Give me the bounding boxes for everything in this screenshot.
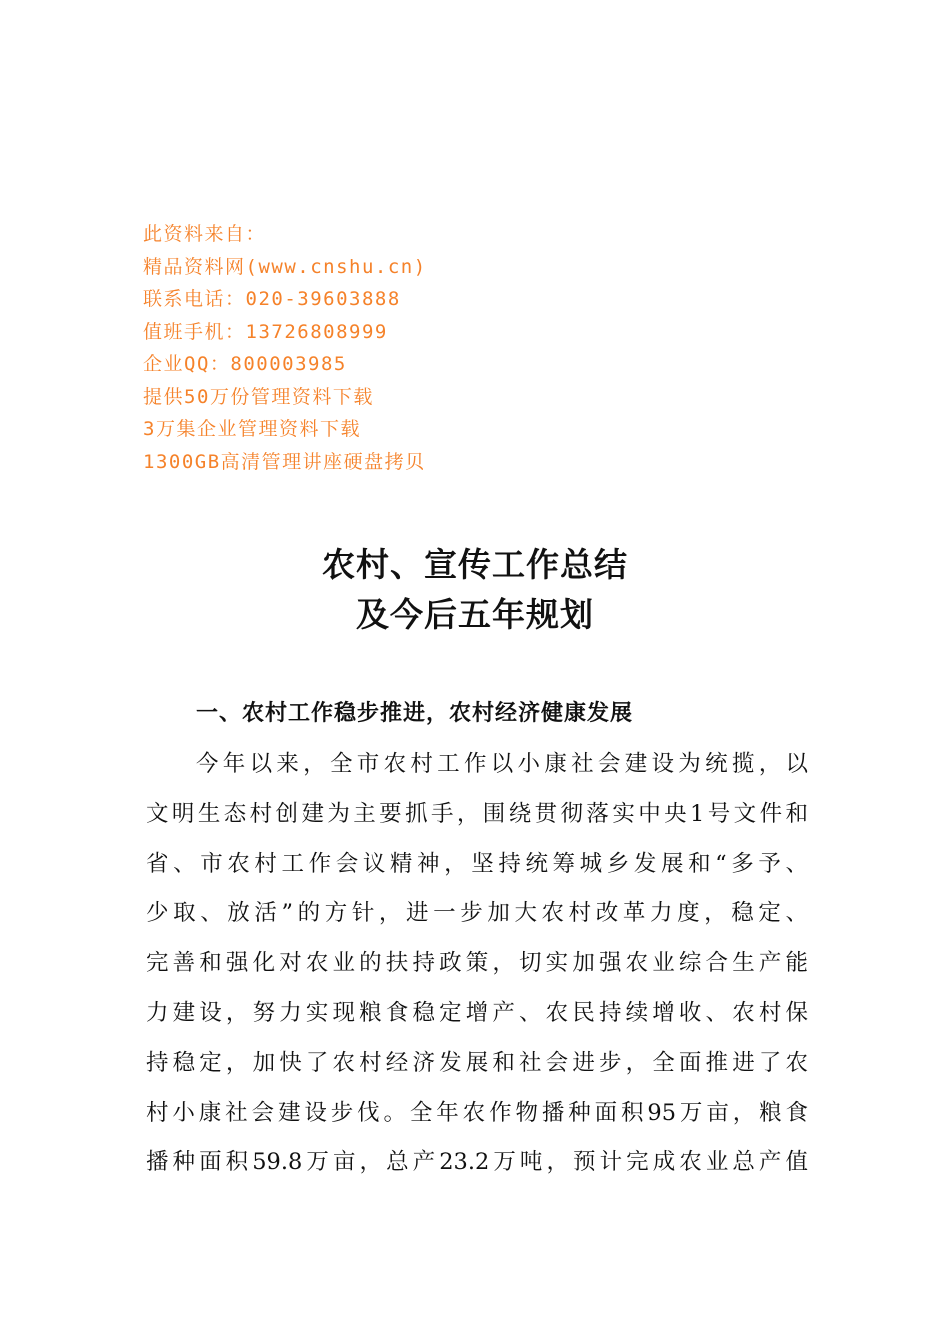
source-info-block <box>143 218 843 478</box>
source-line-offer-3: 1300GB高清管理讲座硬盘拷贝 <box>143 450 426 473</box>
source-line-intro: 此资料来自： <box>143 223 267 245</box>
paragraph-line: 持稳定，加快了农村经济发展和社会进步，全面推进了农 <box>146 1049 808 1076</box>
paragraph-line: 完善和强化对农业的扶持政策，切实加强农业综合生产能 <box>146 950 808 977</box>
paragraph-line: 村小康社会建设步伐。全年农作物播种面积95万亩，粮食 <box>146 1099 808 1126</box>
section-paragraph <box>146 740 808 1188</box>
paragraph-line: 播种面积59.8万亩，总产23.2万吨，预计完成农业总产值 <box>146 1149 808 1176</box>
document-title-line-1: 农村、宣传工作总结 <box>322 545 628 584</box>
source-line-offer-2: 3万集企业管理资料下载 <box>143 418 361 440</box>
source-line-qq: 企业QQ：800003985 <box>143 353 347 375</box>
paragraph-line: 今年以来，全市农村工作以小康社会建设为统揽，以 <box>196 751 808 777</box>
source-line-mobile: 值班手机：13726808999 <box>143 320 388 343</box>
section-heading: 一、农村工作稳步推进，农村经济健康发展 <box>196 700 634 726</box>
paragraph-line: 文明生态村创建为主要抓手，围绕贯彻落实中央1号文件和 <box>146 800 808 827</box>
document-title <box>0 540 950 640</box>
document-title-line-2: 及今后五年规划 <box>356 595 594 634</box>
paragraph-line: 少取、放活”的方针，进一步加大农村改革力度，稳定、 <box>146 900 808 927</box>
paragraph-line: 省、市农村工作会议精神，坚持统筹城乡发展和“多予、 <box>146 850 808 877</box>
source-line-offer-1: 提供50万份管理资料下载 <box>143 385 374 408</box>
source-line-phone: 联系电话：020-39603888 <box>143 288 401 310</box>
paragraph-line: 力建设，努力实现粮食稳定增产、农民持续增收、农村保 <box>146 999 808 1026</box>
source-line-website: 精品资料网(www.cnshu.cn) <box>143 255 427 278</box>
